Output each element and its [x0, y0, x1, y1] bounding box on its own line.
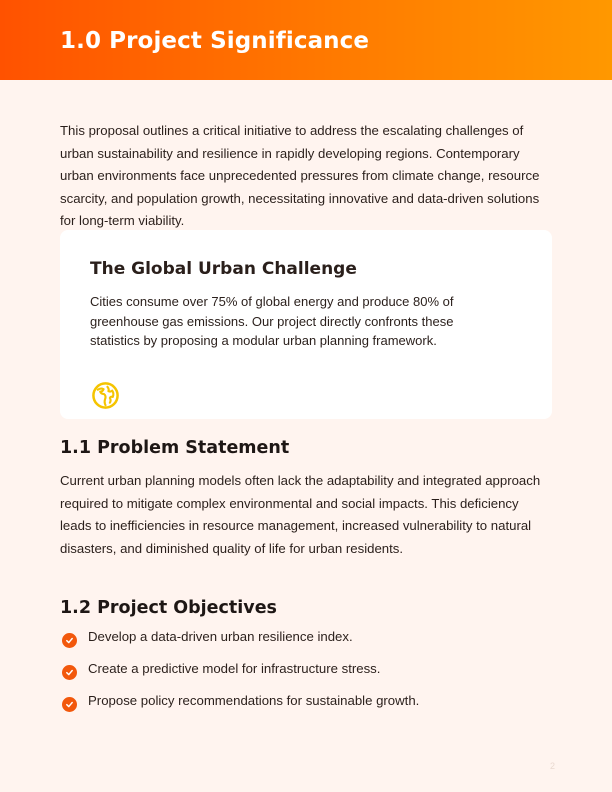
check-circle-icon	[62, 633, 77, 648]
callout-title: The Global Urban Challenge	[90, 259, 357, 279]
project-objectives-heading: 1.2 Project Objectives	[60, 598, 277, 618]
objective-text: Develop a data-driven urban resilience index.	[88, 629, 353, 644]
problem-statement-heading: 1.1 Problem Statement	[60, 438, 290, 458]
check-circle-icon	[62, 665, 77, 680]
page-title: 1.0 Project Significance	[60, 28, 370, 54]
objectives-list	[60, 628, 419, 724]
objective-item	[60, 660, 419, 692]
problem-statement-paragraph: Current urban planning models often lack the adaptability and integrated approach required to mitigate complex environmental and social impacts. This deficiency leads to inefficiencies in resource management, increased vulnerability to natural disasters, and diminished quality of life for urban residents.	[60, 473, 541, 556]
callout-text: Cities consume over 75% of global energy and produce 80% of greenhouse gas emissions. Our project directly confronts these statistics by proposing a modular urban planning framework.	[90, 294, 454, 348]
objective-text: Propose policy recommendations for sustainable growth.	[88, 693, 420, 708]
page-number: 2	[550, 761, 556, 771]
globe-icon	[91, 381, 120, 410]
page-header-banner	[0, 0, 612, 80]
intro-paragraph: This proposal outlines a critical initiative to address the escalating challenges of urban sustainability and resilience in rapidly developing regions. Contemporary urban environments face unprecedented pressures from climate change, resource scarcity, and population growth, necessitating innovative and data-driven solutions for long-term viability.	[60, 123, 540, 228]
objective-item	[60, 628, 419, 660]
check-circle-icon	[62, 697, 77, 712]
callout-card	[60, 230, 552, 419]
objective-item	[60, 692, 419, 724]
objective-text: Create a predictive model for infrastructure stress.	[88, 661, 381, 676]
